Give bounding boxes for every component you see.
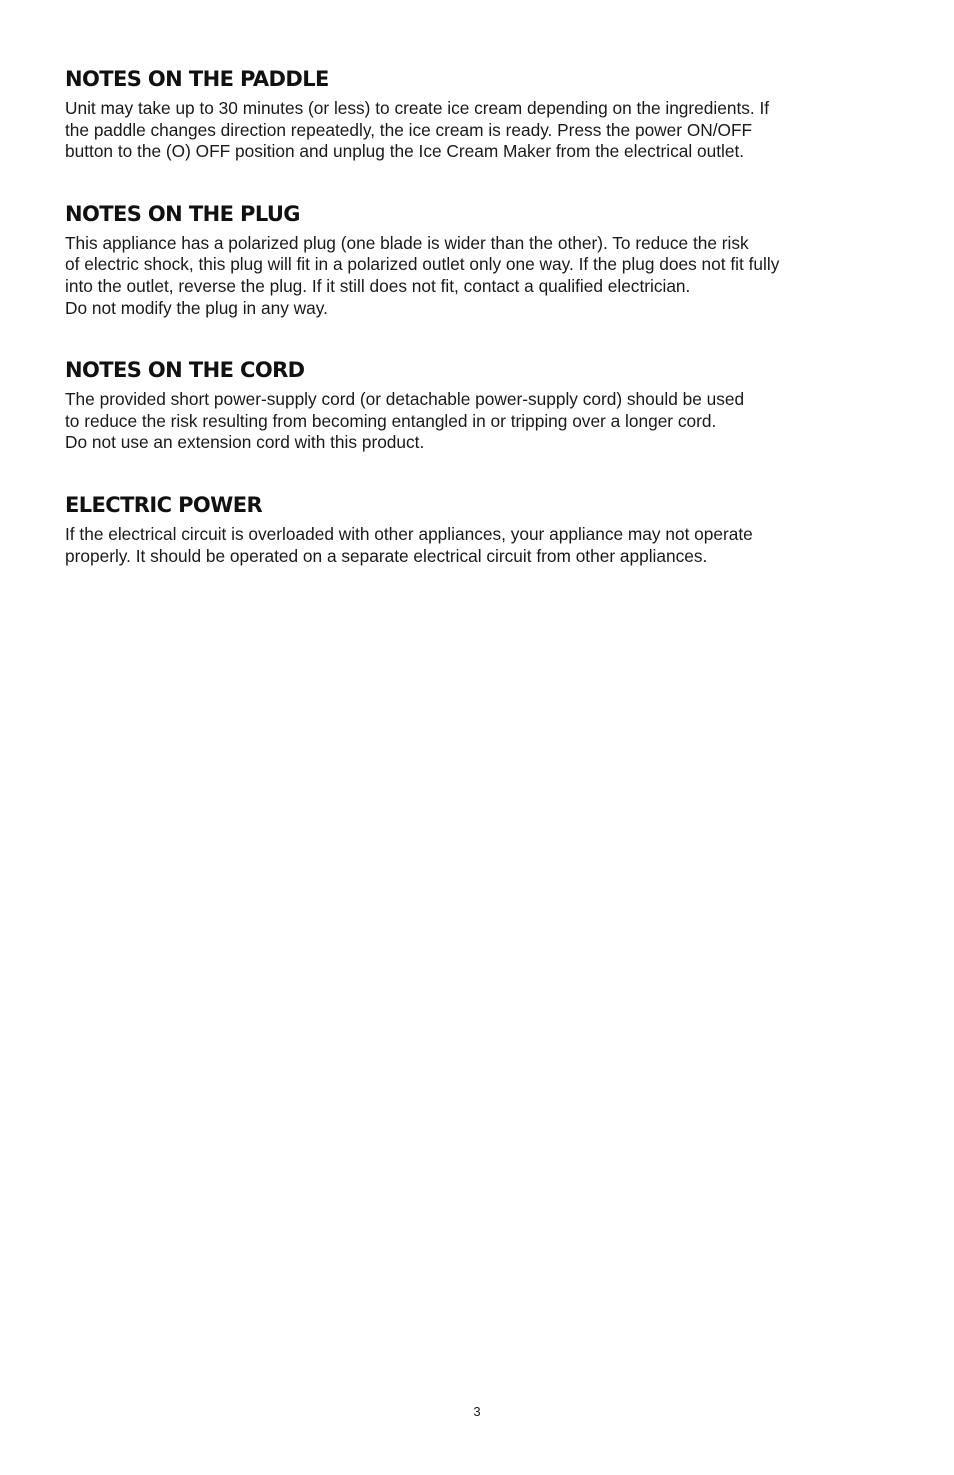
body-line: of electric shock, this plug will fit in a polarized outlet only one way. If the plug does not fit fully (65, 254, 780, 275)
section-body (65, 389, 895, 454)
section-heading: ELECTRIC POWER (65, 492, 263, 517)
section-electric-power (65, 490, 895, 567)
section-heading: NOTES ON THE PLUG (65, 201, 300, 226)
section-body (65, 524, 895, 567)
section-heading: NOTES ON THE PADDLE (65, 67, 329, 91)
body-line: to reduce the risk resulting from becoming entangled in or tripping over a longer cord. (65, 410, 717, 431)
page-number: 3 (473, 1404, 481, 1419)
body-line: The provided short power-supply cord (or detachable power-supply cord) should be used (65, 389, 745, 410)
section-cord (65, 355, 895, 454)
body-line: Do not use an extension cord with this product. (65, 432, 425, 453)
body-line: the paddle changes direction repeatedly, the ice cream is ready. Press the power ON/OFF (65, 119, 753, 140)
body-line: properly. It should be operated on a separate electrical circuit from other appliances. (65, 545, 708, 566)
section-body (65, 98, 895, 163)
body-line: into the outlet, reverse the plug. If it still does not fit, contact a qualified electrician. (65, 275, 691, 296)
body-line: button to the (O) OFF position and unplug the Ice Cream Maker from the electrical outlet. (65, 141, 745, 162)
section-paddle (65, 64, 895, 163)
section-heading: NOTES ON THE CORD (65, 358, 305, 383)
body-line: Unit may take up to 30 minutes (or less) to create ice cream depending on the ingredients. If (65, 98, 770, 118)
section-body (65, 233, 895, 319)
document-page (65, 64, 895, 603)
section-plug (65, 199, 895, 319)
body-line: This appliance has a polarized plug (one blade is wider than the other). To reduce the risk (65, 232, 749, 253)
body-line: If the electrical circuit is overloaded with other appliances, your appliance may not operate (65, 523, 753, 544)
body-line: Do not modify the plug in any way. (65, 297, 328, 318)
